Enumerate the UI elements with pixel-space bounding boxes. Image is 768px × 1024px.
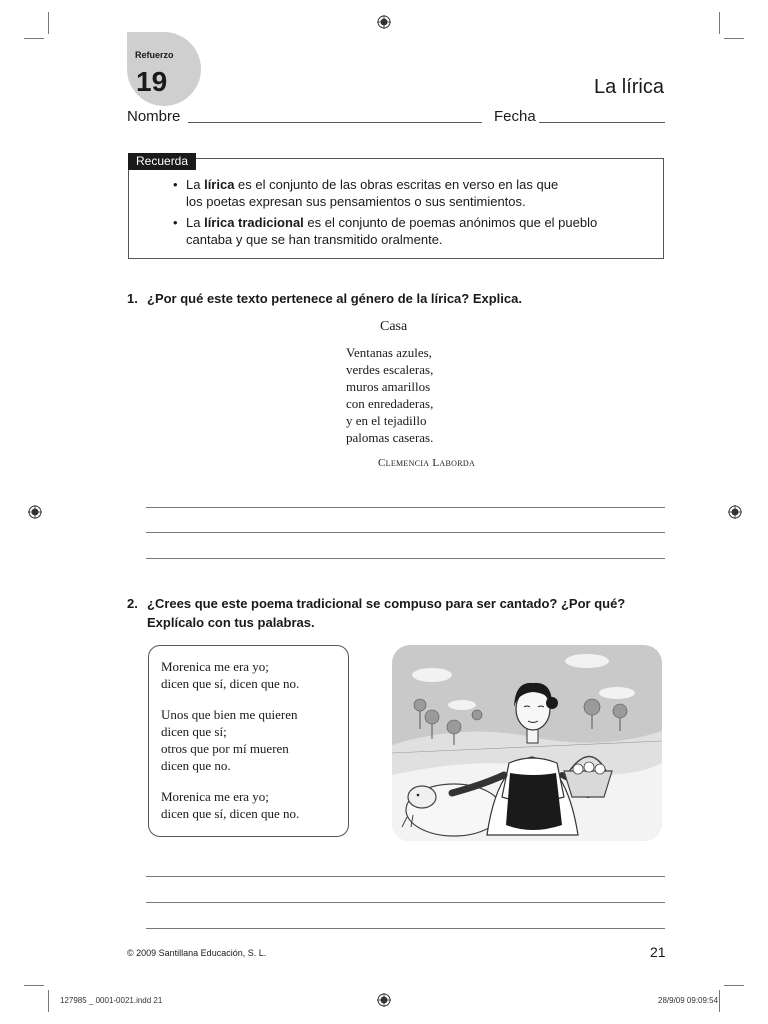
answer-line[interactable] xyxy=(146,928,665,929)
slug-file: 127985 _ 0001-0021.indd 21 xyxy=(60,996,163,1005)
crop-mark xyxy=(48,12,49,34)
poem-line: palomas caseras. xyxy=(346,430,434,445)
answer-line[interactable] xyxy=(146,558,665,559)
question-text: ¿Crees que este poema tradicional se compuso para ser cantado? ¿Por qué? xyxy=(147,596,626,611)
page-number: 21 xyxy=(650,944,666,960)
crop-mark xyxy=(724,985,744,986)
answer-line[interactable] xyxy=(146,876,665,877)
poem-line: dicen que sí, dicen que no. xyxy=(161,676,300,691)
poem-line: muros amarillos xyxy=(346,379,431,394)
crop-mark xyxy=(24,985,44,986)
question-number: 2. xyxy=(127,596,138,611)
poem-line: verdes escaleras, xyxy=(346,362,434,377)
registration-mark-icon xyxy=(377,993,391,1007)
badge-number: 19 xyxy=(136,66,168,97)
poem-line: Morenica me era yo; xyxy=(161,659,269,674)
copyright: © 2009 Santillana Educación, S. L. xyxy=(127,948,267,958)
illustration-girl-sheep xyxy=(392,645,662,841)
crop-mark xyxy=(719,990,720,1012)
bullet-icon: • xyxy=(173,215,178,230)
bold-term: lírica tradicional xyxy=(204,215,304,230)
question-1 xyxy=(127,289,522,308)
bold-term: lírica xyxy=(204,177,235,192)
crop-mark xyxy=(724,38,744,39)
slug-date: 28/9/09 09:09:54 xyxy=(658,996,719,1005)
crop-mark xyxy=(24,38,44,39)
name-label: Nombre xyxy=(127,108,181,125)
answer-line[interactable] xyxy=(146,532,665,533)
registration-mark-icon xyxy=(728,505,742,519)
registration-mark-icon xyxy=(377,15,391,29)
poem-line: otros que por mí mueren xyxy=(161,741,289,756)
recuerda-tag: Recuerda xyxy=(128,153,196,170)
question-number: 1. xyxy=(127,291,138,306)
answer-line[interactable] xyxy=(146,902,665,903)
poem-line: Unos que bien me quieren xyxy=(161,707,298,722)
poem-line: Ventanas azules, xyxy=(346,345,432,360)
question-text: ¿Por qué este texto pertenece al género de la lírica? Explica. xyxy=(147,291,522,306)
question-text: Explícalo con tus palabras. xyxy=(147,615,315,630)
poem-line: dicen que sí; xyxy=(161,724,227,739)
badge-label: Refuerzo xyxy=(135,50,174,60)
recuerda-bullet: • La lírica tradicional es el conjunto de poemas anónimos que el pueblo cantaba y que se han transmitido oralmente. xyxy=(173,215,598,247)
poem-line: y en el tejadillo xyxy=(346,413,427,428)
crop-mark xyxy=(48,990,49,1012)
poem-line: dicen que no. xyxy=(161,758,231,773)
recuerda-bullet: • La lírica es el conjunto de las obras escritas en verso en las que los poetas expresan sus pensamientos o sus sentimientos. xyxy=(173,177,559,209)
page-title: La lírica xyxy=(593,76,664,98)
poem-line: dicen que sí, dicen que no. xyxy=(161,806,300,821)
answer-line[interactable] xyxy=(146,507,665,508)
poem-line: con enredaderas, xyxy=(346,396,434,411)
bullet-icon: • xyxy=(173,177,178,192)
name-field[interactable] xyxy=(188,122,482,123)
date-label: Fecha xyxy=(494,108,536,125)
crop-mark xyxy=(719,12,720,34)
poem-line: Morenica me era yo; xyxy=(161,789,269,804)
poem-author: Clemencia Laborda xyxy=(378,457,476,469)
registration-mark-icon xyxy=(28,505,42,519)
question-2 xyxy=(127,594,625,632)
poem-title: Casa xyxy=(380,319,408,334)
date-field[interactable] xyxy=(539,122,665,123)
